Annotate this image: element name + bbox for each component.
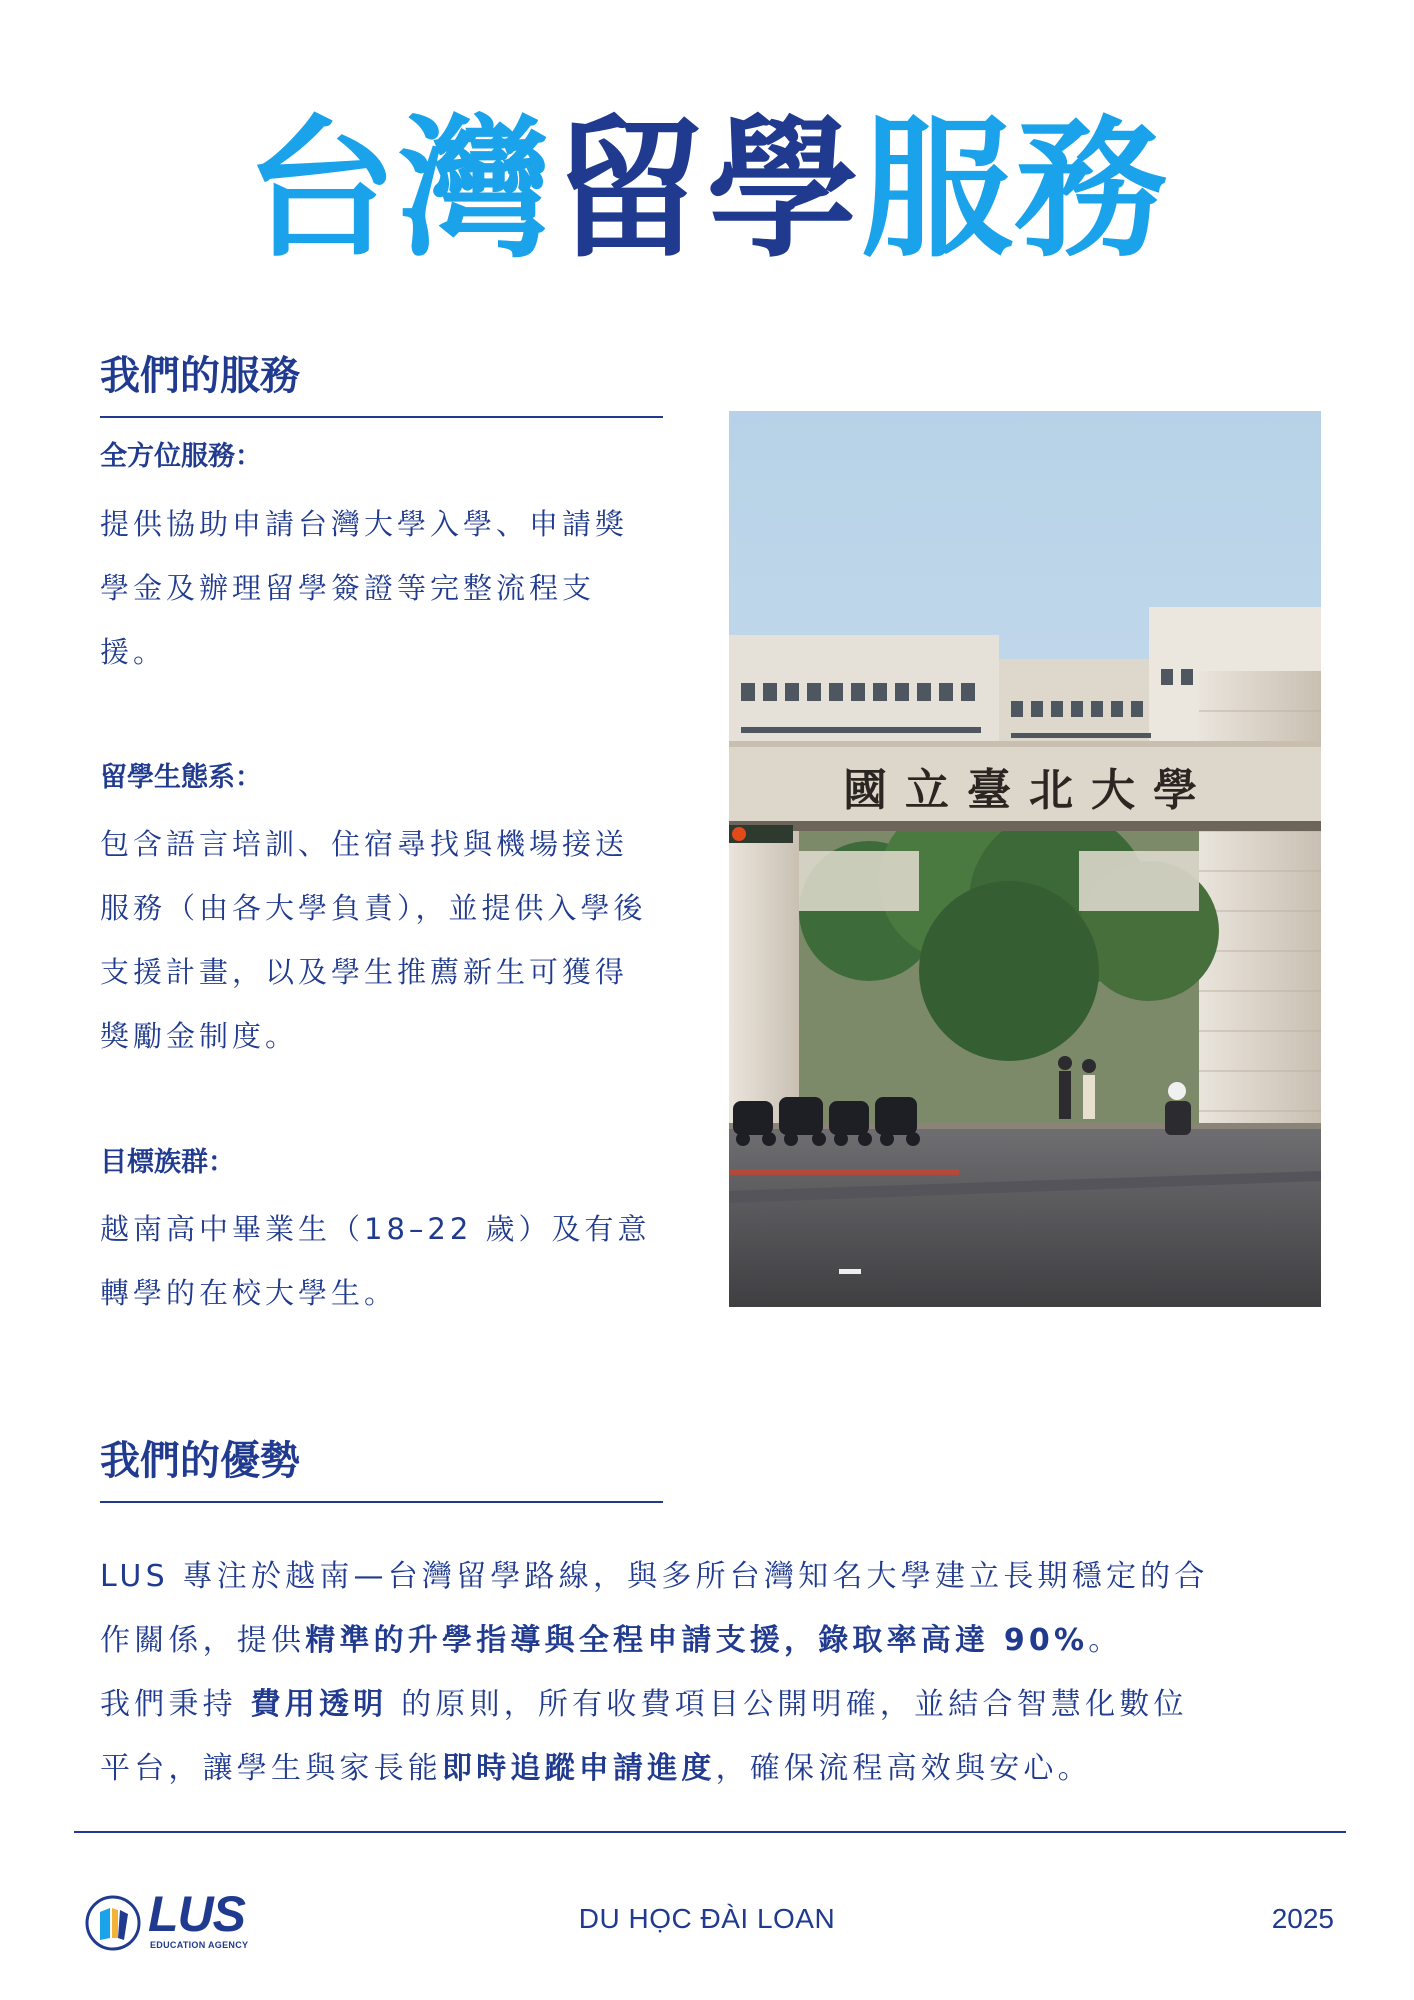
text-span: 作關係，提供 [100,1623,306,1658]
footer-year: 2025 [1271,1903,1334,1934]
highlight-text: 精準的升學指導與全程申請支援，錄取率高達 90% [305,1623,1089,1658]
title-part-taiwan: 台灣 [245,101,553,278]
text-line [100,1737,1350,1801]
text-span: 。 [1088,1623,1123,1658]
highlight-text: 費用透明 [250,1687,388,1722]
campus-photo [729,411,1321,1307]
text-line: 學金及辦理留學簽證等完整流程支 [100,571,596,605]
services-heading: 我們的服務 [100,350,663,418]
advantages-text [100,1545,1350,1801]
title-part-study: 留學 [553,101,861,278]
text-span: 的原則，所有收費項目公開明確，並結合智慧化數位 [387,1687,1188,1722]
footer-label: DU HỌC ĐÀI LOAN [578,1903,836,1934]
page-title [0,101,1414,278]
text-line [100,1673,1350,1737]
service-item-title: 全方位服務： [100,441,262,472]
highlight-text: 即時追蹤申請進度 [442,1751,716,1786]
text-span: ，確保流程高效與安心。 [715,1751,1092,1786]
service-item-text [100,492,666,684]
text-line: 援。 [100,635,167,669]
text-line: 支援計畫，以及學生推薦新生可獲得 [100,955,629,989]
gate-sign-text: 國立臺北大學 [843,765,1215,816]
service-item-text [100,812,666,1068]
footer-divider [74,1831,1346,1833]
text-line: 服務（由各大學負責），並提供入學後 [100,891,647,925]
text-line: 獎勵金制度。 [100,1019,299,1053]
text-line: 轉學的在校大學生。 [100,1276,398,1310]
advantages-heading: 我們的優勢 [100,1435,663,1503]
text-span: LUS 專注於越南—台灣留學路線，與多所台灣知名大學建立長期穩定的合 [100,1559,1209,1594]
text-line: 越南高中畢業生（18–22 歲）及有意 [100,1212,651,1246]
service-item-title: 留學生態系： [100,762,262,793]
logo-wordmark: LUS [148,1886,245,1942]
service-item-text [100,1197,666,1325]
text-span: 我們秉持 [100,1687,251,1722]
text-span: 平台，讓學生與家長能 [100,1751,442,1786]
text-line [100,1545,1350,1609]
text-line: 包含語言培訓、住宿尋找與機場接送 [100,827,629,861]
logo-tagline: EDUCATION AGENCY [150,1940,249,1950]
service-item-title: 目標族群： [100,1147,235,1178]
text-line [100,1609,1350,1673]
text-line: 提供協助申請台灣大學入學、申請獎 [100,507,629,541]
title-part-service: 服務 [861,101,1169,278]
